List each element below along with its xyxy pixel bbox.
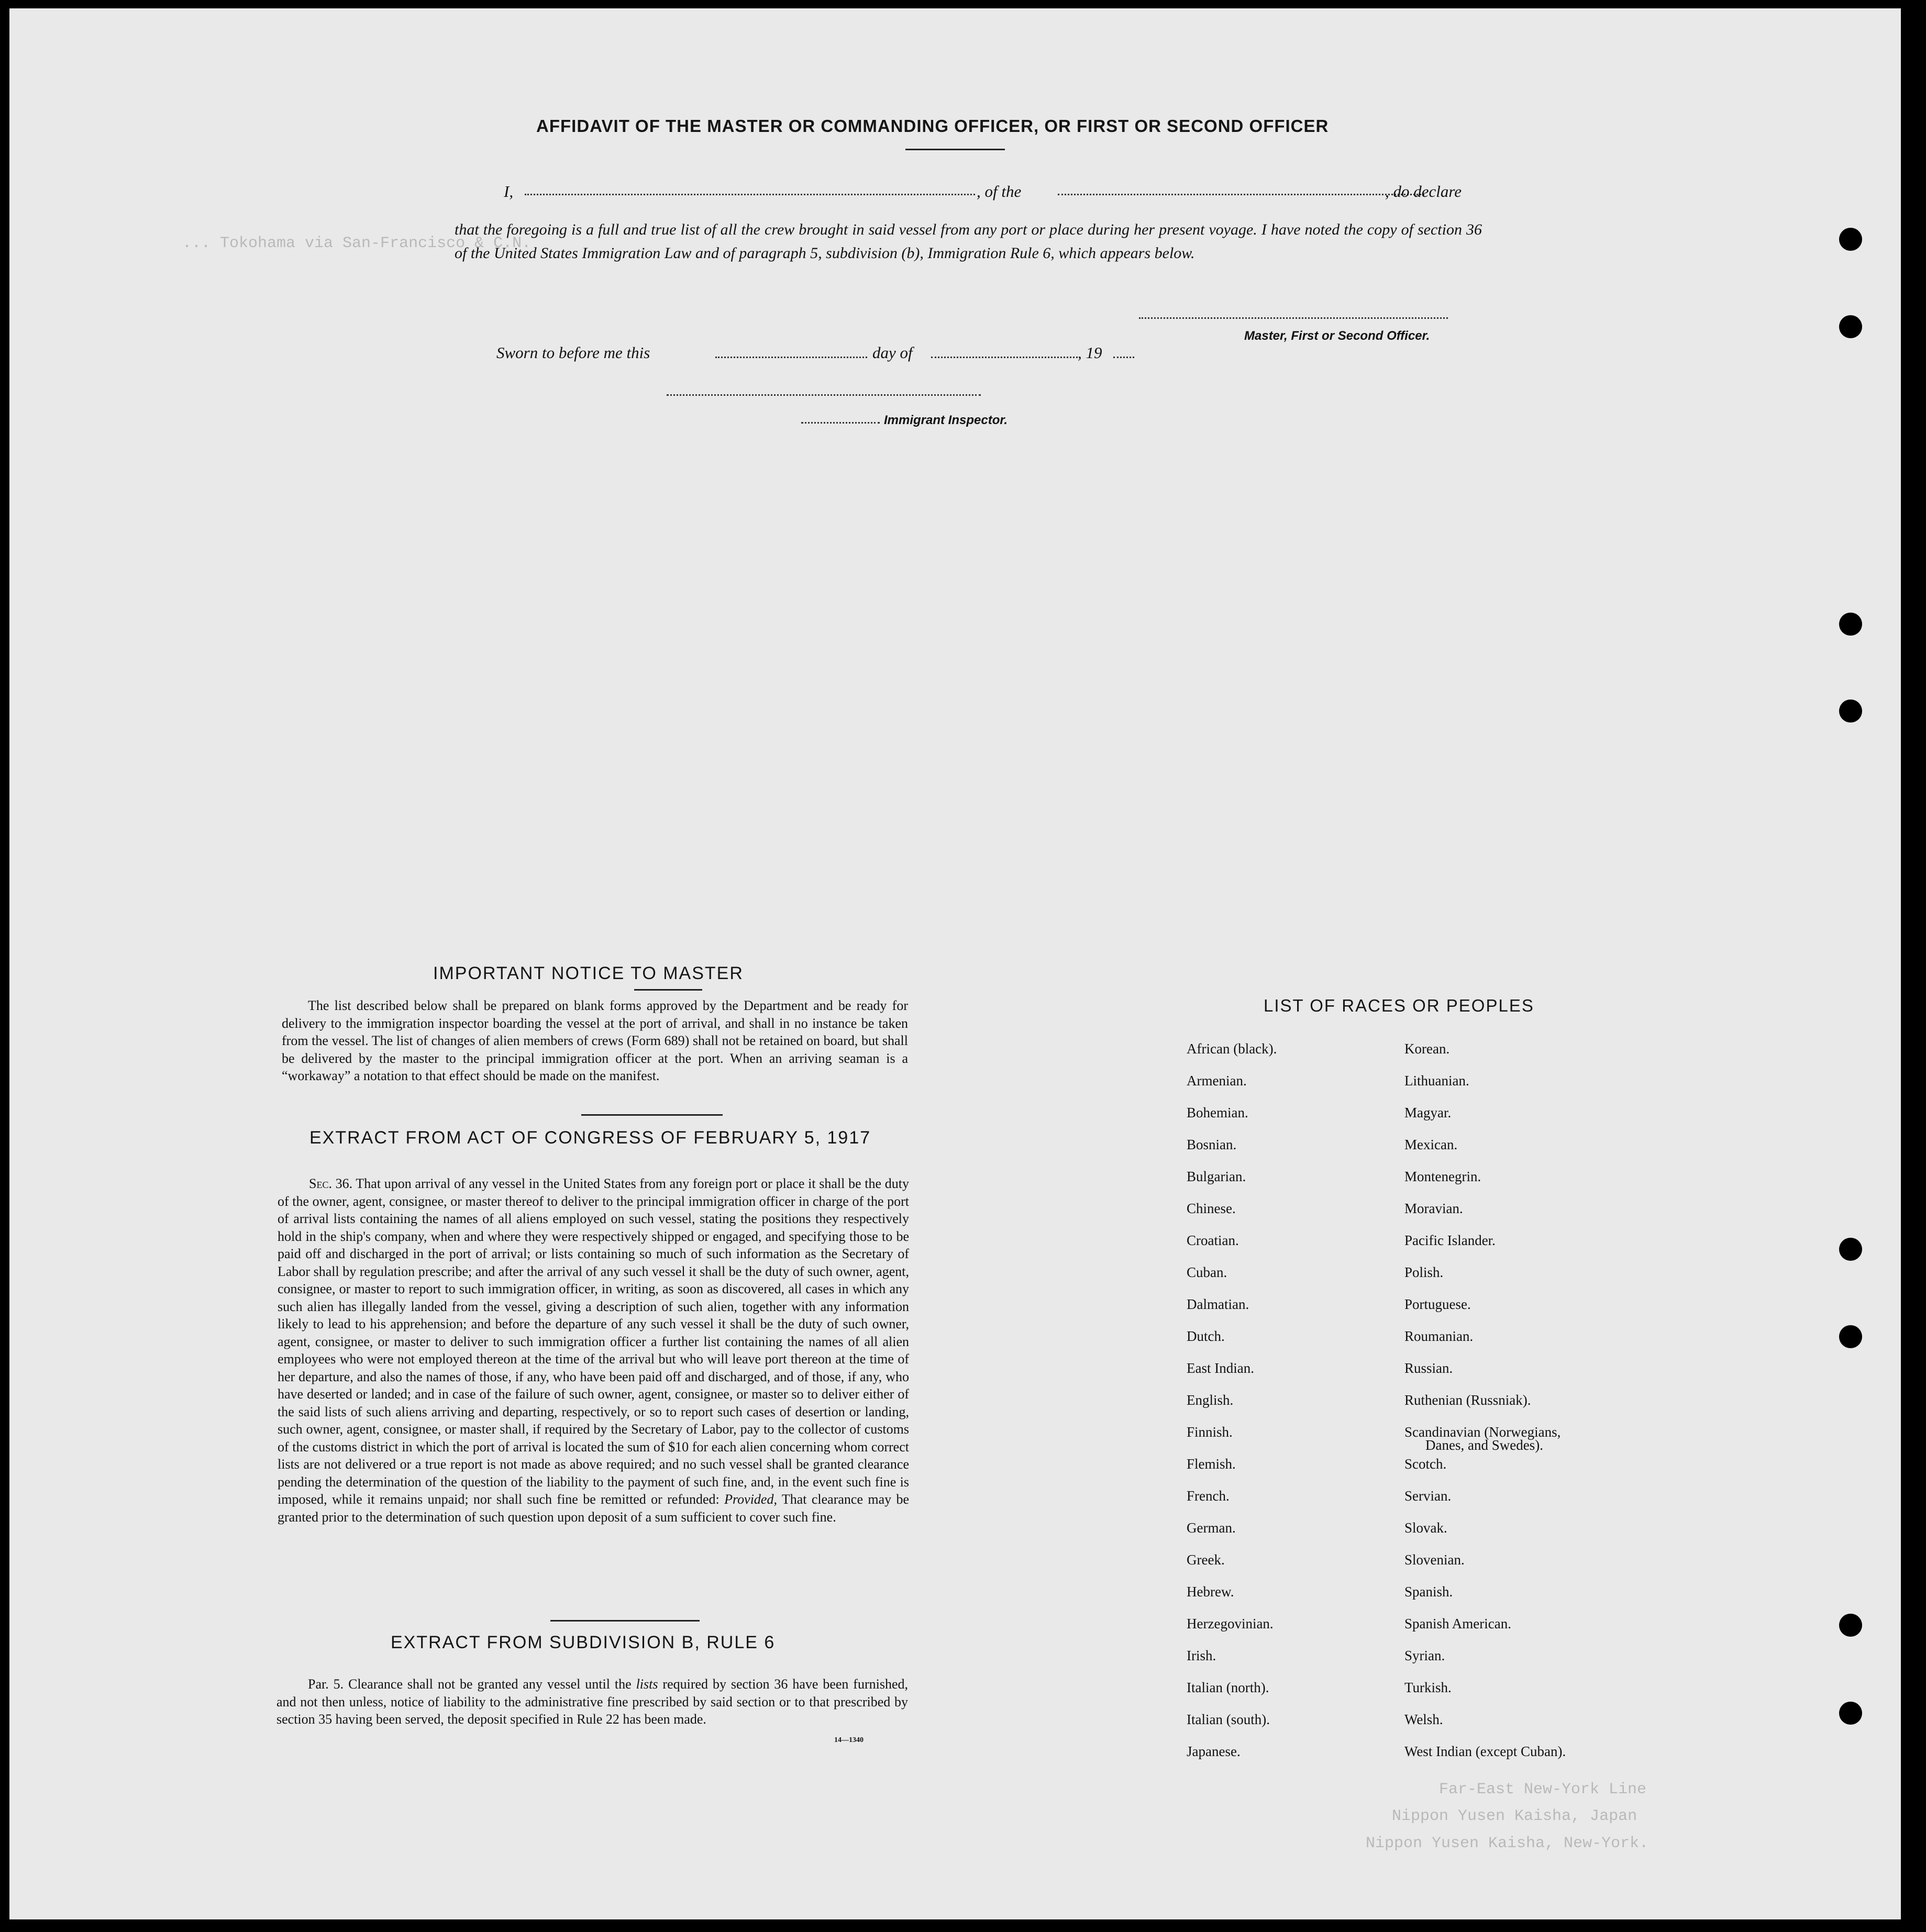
affidavit-body: that the foregoing is a full and true list of all the crew brought in said vessel from any port or place during her present voyage. I have noted the copy of section 36 of the United States Immigration Law and of paragraph 5, subdivision (b), Immigration Rule 6, which appears below. — [455, 221, 1482, 262]
rule-title: EXTRACT FROM SUBDIVISION B, RULE 6 — [391, 1633, 776, 1652]
race-item: Magyar. — [1404, 1105, 1452, 1120]
race-item: French. — [1187, 1488, 1230, 1504]
sworn-year: , 19 — [1078, 343, 1102, 362]
punch-hole — [1839, 315, 1862, 338]
rule-text-a: Clearance shall not be granted any vessel until the — [348, 1676, 632, 1692]
title-rule — [634, 989, 702, 991]
race-item: Turkish. — [1404, 1680, 1452, 1695]
race-item: Bulgarian. — [1187, 1169, 1246, 1184]
section-rule — [550, 1620, 700, 1622]
race-item: Mexican. — [1404, 1137, 1458, 1152]
sworn-day-blank — [715, 357, 867, 358]
punch-hole — [1839, 1325, 1862, 1348]
race-item: Bosnian. — [1187, 1137, 1237, 1152]
signature-line — [1139, 317, 1448, 319]
affidavit-declarant-line — [495, 182, 1488, 203]
rule-body — [276, 1675, 908, 1728]
form-number: 14—1340 — [834, 1736, 864, 1744]
act-text: That upon arrival of any vessel in the United States from any foreign port or place it shall be the duty of the owner, agent, consignee, or master thereof to deliver to the principal immigration officer in charge of the port of arrival lists containing the names of all aliens employed on such vessel, stating the positions they respectively hold in the ship's company, when and where they were respectively shipped or engaged, and specifying those to be paid off and discharged in the port of arrival; or lists containing so much of such information as the Secretary of Labor shall by regulation prescribe; and after the arrival of any such vessel it shall be the duty of such owner, agent, consignee, or master to report to such immigration officer, in writing, as soon as discovered, all cases in which any such alien has illegally landed from the vessel, giving a description of such alien, together with any information likely to lead to his apprehension; and before the departure of any such vessel it shall be the duty of such owner, agent, consignee, or master to deliver to such immigration officer a further list containing the names of all alien employees who were not employed thereon at the time of the arrival but who will leave port thereon at the time of her departure, and also the names of those, if any, who have been paid off and discharged, and of those, if any, who have deserted or landed; and in case of the failure of such owner, agent, consignee, or master so to deliver either of the said lists of such aliens arriving and departing, respectively, or so to report such cases of desertion or landing, such owner, agent, consignee, or master shall, if required by the Secretary of Labor, pay to the collector of customs of the customs district in which the port of arrival is located the sum of $10 for each alien concerning whom correct lists are not delivered or a true report is not made as above required; and no such vessel shall be granted clearance pending the determination of the question of the liability to the payment of such fine, and, in the event such fine is imposed, while it remains unpaid; nor shall such fine be remitted or refunded: — [278, 1176, 909, 1507]
race-item: English. — [1187, 1392, 1234, 1408]
bleed-through-text: Far-East New-York Line — [1439, 1781, 1647, 1798]
bleed-through-text: ... Tokohama via San-Francisco & C.N. — [182, 235, 532, 252]
notice-body — [282, 997, 908, 1085]
signature-label: Master, First or Second Officer. — [1244, 329, 1430, 343]
rule-text-b: required by section 36 have been furnished, and not then unless, notice of liability to the administrative fine prescribed by said section or to that prescribed by section 35 having been served, the deposit specified in Rule 22 has been made. — [276, 1676, 909, 1727]
race-item: Irish. — [1187, 1648, 1216, 1663]
affidavit-title: AFFIDAVIT OF THE MASTER OR COMMANDING OFFICER, OR FIRST OR SECOND OFFICER — [536, 116, 1329, 136]
punch-hole — [1839, 1238, 1862, 1261]
race-item: German. — [1187, 1520, 1236, 1536]
race-item: Moravian. — [1404, 1201, 1463, 1216]
race-item: Ruthenian (Russniak). — [1404, 1392, 1531, 1408]
act-body — [278, 1175, 909, 1526]
para-label: Par. 5. — [308, 1676, 344, 1692]
race-item: Roumanian. — [1404, 1328, 1474, 1344]
race-item: Spanish. — [1404, 1584, 1453, 1600]
races-title: LIST OF RACES OR PEOPLES — [1264, 996, 1534, 1015]
race-item: West Indian (except Cuban). — [1404, 1744, 1566, 1759]
declarant-name-blank — [525, 194, 975, 195]
race-item: Spanish American. — [1404, 1616, 1511, 1631]
inspector-signature-line — [667, 394, 981, 396]
race-item: Slovak. — [1404, 1520, 1447, 1536]
vessel-name-blank — [1058, 194, 1424, 195]
race-item: Bohemian. — [1187, 1105, 1248, 1120]
races-right-column — [1404, 1041, 1677, 1784]
race-item: Syrian. — [1404, 1648, 1445, 1663]
race-item: Scotch. — [1404, 1456, 1447, 1472]
sworn-line — [496, 343, 1177, 367]
race-item: East Indian. — [1187, 1360, 1254, 1376]
inspector-label: Immigrant Inspector. — [884, 413, 1008, 427]
proviso-label: Provided, — [724, 1492, 777, 1507]
race-item: Slovenian. — [1404, 1552, 1465, 1568]
race-item: Italian (north). — [1187, 1680, 1269, 1695]
race-item: Japanese. — [1187, 1744, 1241, 1759]
race-item: Dalmatian. — [1187, 1296, 1249, 1312]
sworn-day-of: day of — [872, 343, 913, 362]
race-item: Polish. — [1404, 1264, 1444, 1280]
section-rule — [581, 1114, 723, 1116]
punch-hole — [1839, 1702, 1862, 1725]
sworn-month-blank — [931, 357, 1078, 358]
race-item: Italian (south). — [1187, 1712, 1270, 1727]
declarant-prefix: I, — [504, 182, 514, 201]
race-item: Korean. — [1404, 1041, 1450, 1057]
race-item: Cuban. — [1187, 1264, 1227, 1280]
notice-text: The list described below shall be prepared on blank forms approved by the Department and be ready for delivery to the immigration inspector boarding the vessel at the port of arrival, and shall in no instance be taken from the vessel. The list of changes of alien members of crews (Form 689) shall not be retained on board, but shall be delivered by the master to the principal immigration officer at the port. When an arriving seaman is a “workaway” a notation to that effect should be made on the manifest. — [282, 998, 908, 1083]
do-declare-label: , do declare — [1385, 182, 1462, 201]
race-item: African (black). — [1187, 1041, 1277, 1057]
race-item: Greek. — [1187, 1552, 1225, 1568]
race-item: Lithuanian. — [1404, 1073, 1469, 1089]
race-item: Pacific Islander. — [1404, 1233, 1496, 1248]
bleed-through-text: Nippon Yusen Kaisha, Japan — [1392, 1807, 1637, 1825]
race-item: Hebrew. — [1187, 1584, 1234, 1600]
section-label: Sec. 36. — [309, 1176, 353, 1191]
race-item: Russian. — [1404, 1360, 1453, 1376]
race-item: Servian. — [1404, 1488, 1452, 1504]
race-item: Scandinavian (Norwegians, Danes, and Swedes). — [1404, 1424, 1561, 1453]
document-page — [9, 8, 1901, 1919]
race-item: Welsh. — [1404, 1712, 1443, 1727]
race-item: Montenegrin. — [1404, 1169, 1481, 1184]
act-title: EXTRACT FROM ACT OF CONGRESS OF FEBRUARY 5, 1917 — [309, 1128, 871, 1148]
race-item: Herzegovinian. — [1187, 1616, 1274, 1631]
race-item: Finnish. — [1187, 1424, 1233, 1440]
proviso-text: That clearance may be granted prior to the determination of such question upon deposit of a sum sufficient to cover such fine. — [278, 1492, 910, 1525]
punch-hole — [1839, 228, 1862, 251]
race-item: Flemish. — [1187, 1456, 1236, 1472]
race-item: Chinese. — [1187, 1201, 1236, 1216]
inspector-prefix-dots — [801, 422, 880, 424]
of-the-label: , of the — [977, 182, 1022, 201]
bleed-through-text: Nippon Yusen Kaisha, New-York. — [1366, 1835, 1649, 1852]
race-item: Dutch. — [1187, 1328, 1225, 1344]
title-rule — [905, 149, 1005, 150]
notice-title: IMPORTANT NOTICE TO MASTER — [433, 963, 744, 983]
sworn-year-blank — [1113, 357, 1134, 358]
punch-hole — [1839, 613, 1862, 636]
race-item: Portuguese. — [1404, 1296, 1471, 1312]
punch-hole — [1839, 1614, 1862, 1637]
rule-lists: lists — [636, 1676, 658, 1692]
sworn-prefix: Sworn to before me this — [496, 343, 650, 362]
punch-hole — [1839, 699, 1862, 723]
races-left-column — [1187, 1041, 1396, 1784]
race-item: Croatian. — [1187, 1233, 1239, 1248]
race-item: Armenian. — [1187, 1073, 1247, 1089]
